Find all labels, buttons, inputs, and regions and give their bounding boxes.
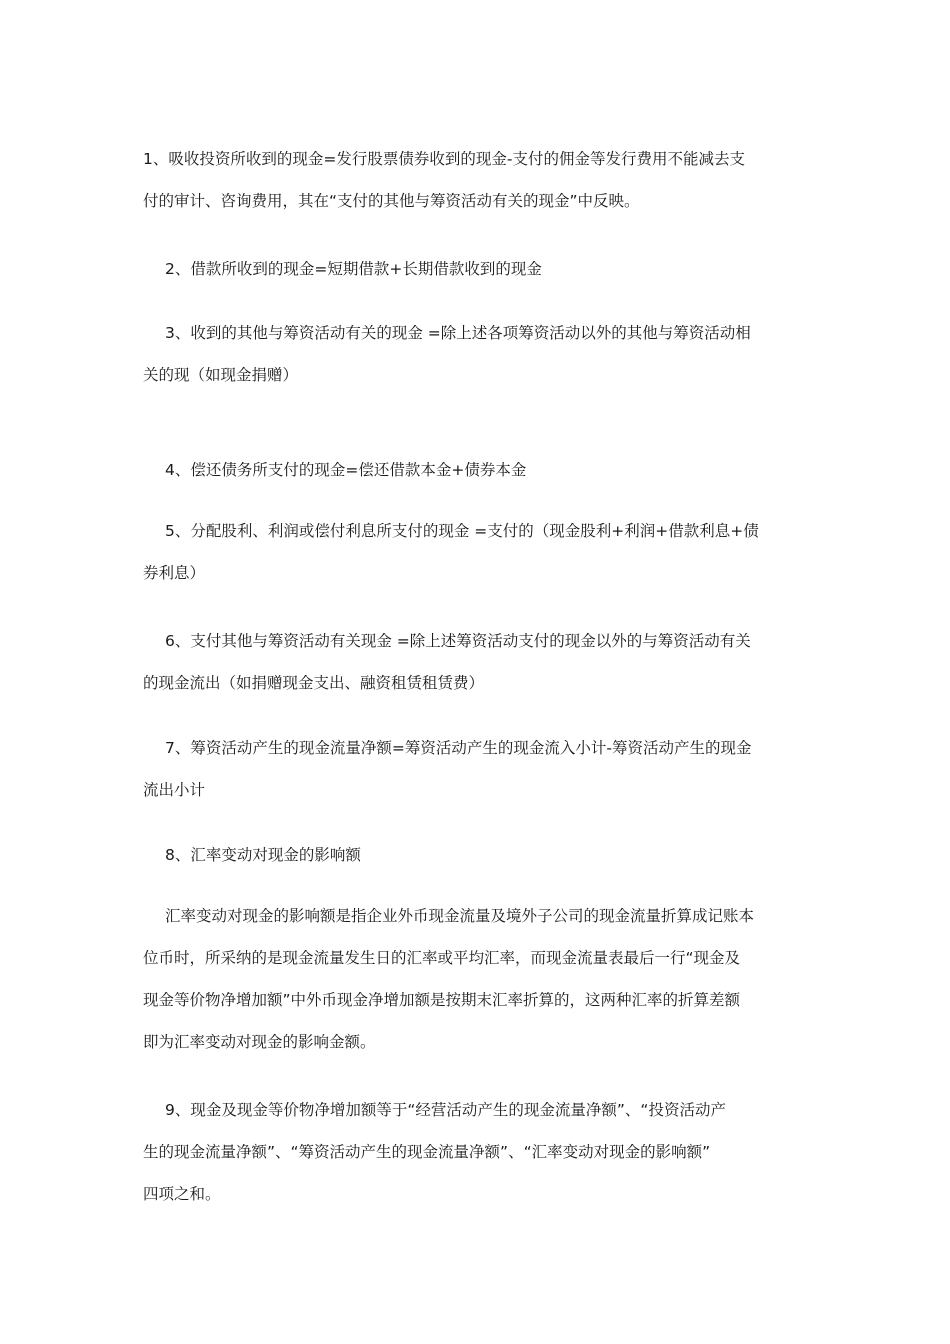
paragraph-line: 关的现（如现金捐赠） [143, 366, 299, 384]
paragraph-line: 券利息） [143, 564, 206, 582]
paragraph-1 [143, 138, 811, 222]
paragraph-line: 流出小计 [143, 781, 206, 799]
paragraph-line: 即为汇率变动对现金的影响金额。 [143, 1033, 376, 1051]
paragraph-line: 4、偿还债务所支付的现金=偿还借款本金+债券本金 [165, 461, 527, 479]
paragraph-line: 的现金流出（如捐赠现金支出、融资租赁租赁费） [143, 674, 485, 692]
paragraph-4 [143, 449, 811, 491]
paragraph-line: 8、汇率变动对现金的影响额 [165, 846, 361, 864]
paragraph-7 [143, 727, 811, 811]
paragraph-line: 9、现金及现金等价物净增加额等于“经营活动产生的现金流量净额”、“投资活动产 [165, 1101, 726, 1119]
paragraph-line: 6、支付其他与筹资活动有关现金 =除上述筹资活动支付的现金以外的与筹资活动有关 [165, 632, 751, 650]
paragraph-line: 生的现金流量净额”、“筹资活动产生的现金流量净额”、“汇率变动对现金的影响额” [143, 1143, 711, 1161]
paragraph-line: 5、分配股利、利润或偿付利息所支付的现金 =支付的（现金股利+利润+借款利息+债 [165, 522, 759, 540]
paragraph-line: 汇率变动对现金的影响额是指企业外币现金流量及境外子公司的现金流量折算成记账本 [165, 907, 755, 925]
paragraph-line: 位币时，所采纳的是现金流量发生日的汇率或平均汇率，而现金流量表最后一行“现金及 [143, 949, 741, 967]
paragraph-5 [143, 510, 811, 594]
paragraph-line: 3、收到的其他与筹资活动有关的现金 =除上述各项筹资活动以外的其他与筹资活动相 [165, 324, 751, 342]
paragraph-6 [143, 620, 811, 704]
paragraph-8 [143, 834, 811, 876]
paragraph-9 [143, 895, 811, 1063]
paragraph-3 [143, 312, 811, 396]
paragraph-2 [143, 248, 811, 290]
paragraph-10 [143, 1089, 811, 1215]
paragraph-line: 付的审计、咨询费用，其在“支付的其他与筹资活动有关的现金”中反映。 [143, 192, 640, 210]
paragraph-line: 7、筹资活动产生的现金流量净额=筹资活动产生的现金流入小计-筹资活动产生的现金 [165, 739, 752, 757]
paragraph-line: 2、借款所收到的现金=短期借款+长期借款收到的现金 [165, 260, 542, 278]
paragraph-line: 现金等价物净增加额”中外币现金净增加额是按期末汇率折算的，这两种汇率的折算差额 [143, 991, 741, 1009]
paragraph-line: 四项之和。 [143, 1185, 221, 1203]
paragraph-line: 1、吸收投资所收到的现金=发行股票债券收到的现金-支付的佣金等发行费用不能减去支 [143, 150, 745, 168]
